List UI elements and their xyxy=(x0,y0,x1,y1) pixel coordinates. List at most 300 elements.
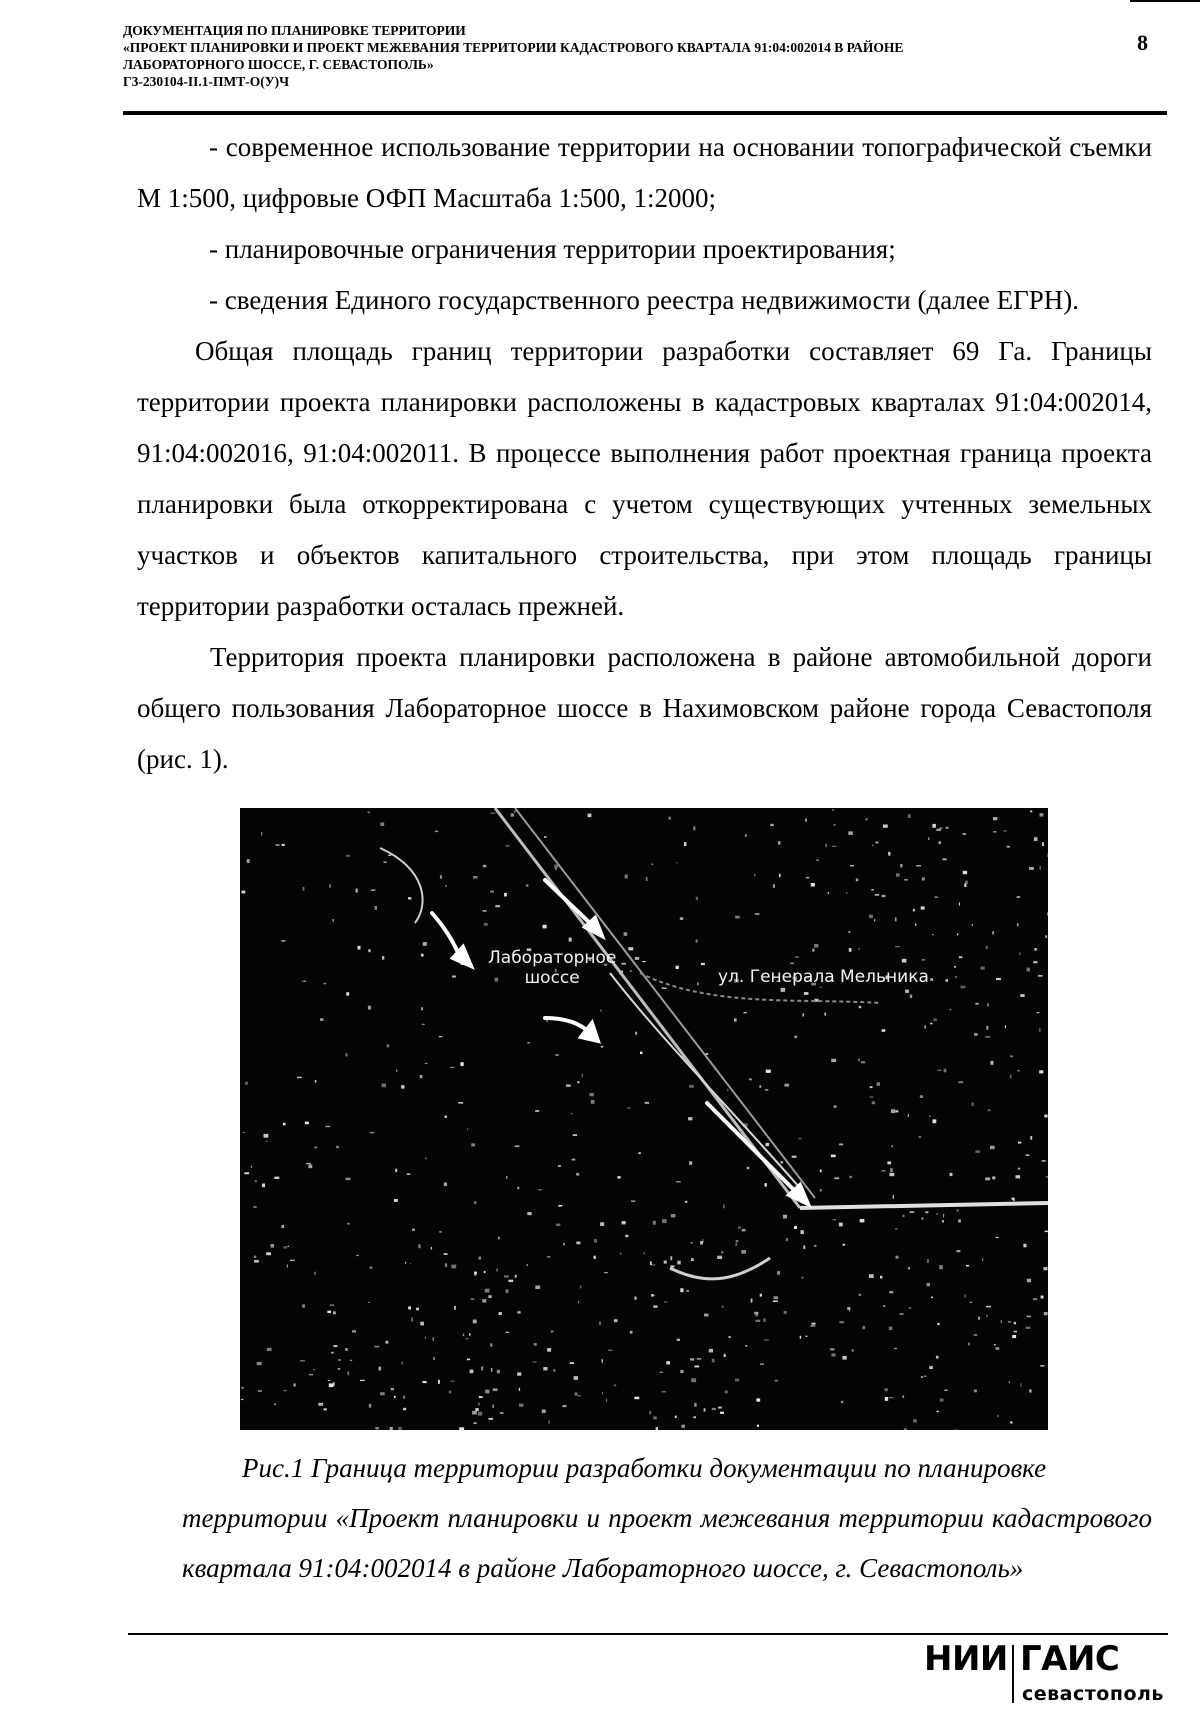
map-speckle xyxy=(831,1059,836,1062)
map-speckle xyxy=(875,894,879,896)
map-speckle xyxy=(900,864,902,867)
map-speckle xyxy=(370,1267,373,1269)
map-speckle xyxy=(1039,1070,1043,1073)
map-speckle xyxy=(965,1294,966,1297)
map-speckle xyxy=(474,1422,477,1424)
map-speckle xyxy=(390,1427,393,1430)
map-speckle xyxy=(350,1360,352,1361)
map-speckle xyxy=(440,875,442,879)
map-speckle xyxy=(242,1132,245,1133)
map-speckle xyxy=(547,1348,551,1352)
map-speckle xyxy=(929,1366,933,1369)
map-speckle xyxy=(970,1302,973,1303)
map-speckle xyxy=(925,1211,928,1213)
map-speckle xyxy=(936,1356,939,1359)
map-speckle xyxy=(470,1370,474,1374)
map-speckle xyxy=(283,1246,287,1248)
map-speckle xyxy=(1047,912,1048,915)
map-speckle xyxy=(474,1273,476,1276)
map-speckle xyxy=(348,1372,350,1376)
map-speckle xyxy=(433,1337,434,1341)
map-speckle xyxy=(891,1109,895,1113)
map-speckle xyxy=(833,1219,837,1220)
map-speckle xyxy=(1044,1312,1048,1315)
map-speckle xyxy=(800,1336,801,1339)
map-speckle xyxy=(839,1223,843,1227)
map-speckle xyxy=(368,1006,371,1010)
map-speckle xyxy=(839,1144,843,1146)
map-speckle xyxy=(723,1204,724,1208)
map-speckle xyxy=(841,1401,843,1403)
map-speckle xyxy=(843,1244,845,1246)
body-text xyxy=(137,122,1152,785)
map-speckle xyxy=(438,1380,440,1384)
map-speckle xyxy=(908,814,911,818)
map-speckle xyxy=(913,1419,917,1422)
map-speckle xyxy=(988,1109,991,1111)
map-speckle xyxy=(1016,1175,1021,1178)
map-speckle xyxy=(653,1305,657,1307)
map-speckle xyxy=(1043,1267,1047,1270)
map-speckle xyxy=(993,831,996,833)
map-speckle xyxy=(542,1409,546,1413)
map-speckle xyxy=(696,939,698,943)
map-speckle xyxy=(937,1323,939,1325)
map-speckle xyxy=(721,1251,723,1253)
map-speckle xyxy=(920,1095,923,1098)
map-speckle xyxy=(795,957,799,958)
map-speckle xyxy=(622,1221,626,1224)
map-speckle xyxy=(880,1276,882,1279)
map-speckle xyxy=(1010,1075,1012,1079)
map-speckle xyxy=(972,924,973,926)
map-speckle xyxy=(481,1367,483,1371)
map-speckle xyxy=(275,844,279,846)
map-speckle xyxy=(894,1348,897,1349)
map-speckle xyxy=(576,1242,580,1245)
map-speckle xyxy=(644,1252,645,1254)
map-speckle xyxy=(825,1013,827,1016)
map-speckle xyxy=(328,1380,330,1381)
map-speckle xyxy=(242,891,246,894)
map-speckle xyxy=(895,918,897,922)
map-speckle xyxy=(662,988,667,989)
map-speckle xyxy=(958,1219,961,1222)
map-speckle xyxy=(1018,1168,1021,1170)
map-speckle xyxy=(1045,1231,1048,1233)
map-speckle xyxy=(861,1061,865,1063)
map-speckle xyxy=(635,957,639,960)
map-speckle xyxy=(1008,1321,1011,1323)
map-speckle xyxy=(937,1070,941,1072)
map-speckle xyxy=(402,1362,403,1365)
map-speckle xyxy=(320,1018,323,1021)
map-speckle xyxy=(939,841,941,844)
map-speckle xyxy=(816,860,819,861)
map-speckle xyxy=(554,865,558,869)
map-speckle xyxy=(408,1306,411,1309)
map-speckle xyxy=(656,1427,658,1430)
map-speckle xyxy=(801,1230,804,1234)
map-speckle xyxy=(423,942,427,946)
map-speckle xyxy=(773,1301,778,1303)
map-speckle xyxy=(519,1388,520,1391)
map-speckle xyxy=(856,879,859,882)
map-speckle xyxy=(986,1315,987,1318)
map-speckle xyxy=(946,827,949,829)
map-speckle xyxy=(368,949,370,952)
map-speckle xyxy=(527,1264,528,1265)
map-speckle xyxy=(483,910,487,911)
map-speckle xyxy=(600,1222,604,1226)
map-speckle xyxy=(850,865,854,867)
map-speckle xyxy=(814,1245,816,1247)
map-speckle xyxy=(482,1299,486,1303)
map-speckle xyxy=(506,845,510,847)
map-speckle xyxy=(803,1013,805,1016)
map-speckle xyxy=(308,1165,312,1169)
map-speckle xyxy=(294,1383,296,1386)
road-label-line-2: шоссе xyxy=(524,968,580,988)
map-speckle xyxy=(599,1322,600,1326)
map-speckle xyxy=(1014,1322,1016,1325)
map-speckle xyxy=(930,978,933,981)
map-speckle xyxy=(500,1412,504,1414)
map-speckle xyxy=(846,892,847,894)
map-speckle xyxy=(704,1314,709,1317)
map-speckle xyxy=(630,1331,633,1334)
map-speckle xyxy=(578,1395,581,1396)
map-speckle xyxy=(606,1399,607,1403)
map-speckle xyxy=(927,1259,928,1263)
map-speckle xyxy=(518,1311,521,1313)
map-speckle xyxy=(913,909,915,912)
header-line-2: «ПРОЕКТ ПЛАНИРОВКИ И ПРОЕКТ МЕЖЕВАНИЯ ТЕРРИТОРИИ КАДАСТРОВОГО КВАРТАЛА 91:04:002014 В РАЙОНЕ xyxy=(123,40,904,55)
map-speckle xyxy=(444,1183,447,1187)
map-speckle xyxy=(346,1053,348,1056)
map-speckle xyxy=(760,1294,762,1297)
map-speckle xyxy=(306,1163,311,1164)
map-speckle xyxy=(600,1010,602,1012)
street-label: ул. Генерала Мельника xyxy=(718,967,929,987)
map-speckle xyxy=(765,1089,768,1091)
map-speckle xyxy=(653,1416,656,1419)
map-speckle xyxy=(504,1275,509,1278)
map-speckle xyxy=(578,1301,579,1303)
map-speckle xyxy=(569,938,572,942)
map-speckle xyxy=(717,1256,722,1259)
paragraph-3: - сведения Единого государственного реестра недвижимости (далее ЕГРН). xyxy=(209,285,1079,315)
map-speckle xyxy=(551,1331,554,1333)
map-speckle xyxy=(744,1012,747,1014)
map-speckle xyxy=(924,1376,926,1377)
map-speckle xyxy=(254,1256,256,1258)
map-speckle xyxy=(555,868,557,869)
map-speckle xyxy=(756,1320,761,1322)
map-speckle xyxy=(245,1082,248,1085)
aerial-map-image xyxy=(240,808,1048,1430)
map-speckle xyxy=(506,1176,507,1179)
map-speckle xyxy=(935,897,938,898)
map-speckle xyxy=(327,1311,331,1313)
map-speckle xyxy=(420,1322,424,1326)
map-speckle xyxy=(324,983,327,984)
map-speckle xyxy=(888,852,890,856)
map-speckle xyxy=(996,1237,999,1238)
map-speckle xyxy=(471,1299,475,1300)
map-speckle xyxy=(421,1007,422,1010)
map-speckle xyxy=(662,1219,667,1223)
map-speckle xyxy=(416,1308,419,1311)
map-speckle xyxy=(693,826,695,830)
map-speckle xyxy=(820,1170,822,1173)
map-speckle xyxy=(485,1390,489,1394)
map-speckle xyxy=(538,1189,541,1190)
map-speckle xyxy=(421,954,423,957)
map-speckle xyxy=(396,1070,397,1072)
map-speckle xyxy=(870,1086,873,1088)
map-speckle xyxy=(736,1240,739,1242)
map-speckle xyxy=(900,1313,904,1314)
map-speckle xyxy=(982,1258,983,1261)
map-speckle xyxy=(811,883,815,887)
map-speckle xyxy=(985,1036,990,1038)
map-speckle xyxy=(313,1369,315,1371)
map-speckle xyxy=(832,846,836,847)
map-speckle xyxy=(680,917,683,920)
map-speckle xyxy=(454,1306,456,1310)
map-speckle xyxy=(331,1352,333,1354)
map-speckle xyxy=(345,1348,348,1351)
map-speckle xyxy=(380,1392,385,1395)
map-speckle xyxy=(325,1126,330,1127)
map-speckle xyxy=(547,1256,551,1257)
map-speckle xyxy=(950,1009,951,1010)
map-speckle xyxy=(1039,1028,1041,1032)
map-speckle xyxy=(954,966,956,968)
map-speckle xyxy=(1005,1025,1006,1028)
map-speckle xyxy=(975,1150,980,1153)
map-speckle xyxy=(493,1388,498,1391)
page-number: 8 xyxy=(1137,30,1148,55)
map-speckle xyxy=(408,897,411,899)
map-speckle xyxy=(475,1408,479,1411)
map-speckle xyxy=(974,1033,978,1035)
map-speckle xyxy=(1030,811,1032,813)
map-speckle xyxy=(871,889,874,890)
map-speckle xyxy=(425,1158,427,1160)
map-speckle xyxy=(506,1289,509,1293)
map-speckle xyxy=(959,956,963,958)
map-speckle xyxy=(491,1368,493,1372)
map-speckle xyxy=(691,1242,693,1244)
map-speckle xyxy=(877,1082,880,1085)
map-speckle xyxy=(266,1252,271,1255)
map-speckle xyxy=(434,1357,435,1360)
map-speckle xyxy=(908,1267,910,1269)
map-speckle xyxy=(738,1227,741,1229)
map-speckle xyxy=(418,1244,421,1248)
map-speckle xyxy=(834,1177,839,1179)
map-speckle xyxy=(412,1318,413,1322)
map-speckle xyxy=(872,1101,875,1104)
map-speckle xyxy=(412,1229,415,1231)
map-speckle xyxy=(760,1364,764,1365)
map-speckle xyxy=(803,1246,805,1250)
map-speckle xyxy=(356,889,358,893)
map-speckle xyxy=(893,1195,894,1199)
map-speckle xyxy=(282,1225,285,1228)
map-speckle xyxy=(425,1337,426,1338)
map-speckle xyxy=(921,906,925,909)
map-speckle xyxy=(885,1388,888,1391)
map-speckle xyxy=(909,1307,912,1309)
map-speckle xyxy=(759,1085,761,1087)
map-speckle xyxy=(811,1325,816,1327)
map-speckle xyxy=(924,1025,926,1028)
map-speckle xyxy=(839,1321,844,1323)
map-speckle xyxy=(1001,1320,1002,1323)
map-speckle xyxy=(347,1223,349,1225)
map-speckle xyxy=(490,891,494,893)
map-speckle xyxy=(266,1141,267,1142)
map-speckle xyxy=(937,1411,939,1412)
map-speckle xyxy=(631,1201,635,1202)
map-speckle xyxy=(896,1256,899,1259)
map-speckle xyxy=(1035,948,1037,951)
map-speckle xyxy=(704,1408,706,1411)
map-speckle xyxy=(676,1181,681,1183)
map-speckle xyxy=(916,865,921,866)
map-speckle xyxy=(881,1170,885,1171)
map-speckle xyxy=(544,836,547,837)
map-speckle xyxy=(1013,1331,1017,1333)
map-speckle xyxy=(318,1403,323,1406)
map-speckle xyxy=(963,871,967,874)
map-speckle xyxy=(786,1238,788,1241)
map-speckle xyxy=(697,1358,701,1359)
map-speckle xyxy=(1009,1381,1010,1382)
map-speckle xyxy=(994,1344,996,1345)
map-speckle xyxy=(942,1220,944,1222)
map-speckle xyxy=(251,1166,252,1168)
map-speckle xyxy=(863,1326,866,1329)
map-speckle xyxy=(859,1294,861,1296)
map-speckle xyxy=(1010,1422,1012,1424)
map-speckle xyxy=(903,1215,905,1217)
map-speckle xyxy=(407,1173,411,1175)
map-speckle xyxy=(834,1106,837,1108)
map-speckle xyxy=(775,1380,778,1382)
logo-city: севастополь xyxy=(1022,1683,1164,1705)
map-speckle xyxy=(314,1147,317,1149)
map-speckle xyxy=(944,1069,947,1073)
map-speckle xyxy=(1027,968,1030,972)
map-speckle xyxy=(889,1291,893,1293)
map-speckle xyxy=(338,1359,341,1360)
map-speckle xyxy=(302,1304,305,1307)
map-speckle xyxy=(444,1253,448,1255)
map-speckle xyxy=(830,1348,835,1350)
map-speckle xyxy=(645,1102,649,1104)
map-speckle xyxy=(391,1388,394,1390)
map-speckle xyxy=(479,1396,483,1398)
map-speckle xyxy=(439,1231,442,1233)
map-speckle xyxy=(922,877,925,880)
map-speckle xyxy=(956,1250,960,1252)
map-speckle xyxy=(712,1359,715,1363)
map-speckle xyxy=(255,1180,257,1182)
map-speckle xyxy=(747,1167,750,1169)
map-speckle xyxy=(852,1349,854,1351)
map-speckle xyxy=(445,1116,448,1119)
map-speckle xyxy=(582,1074,583,1078)
map-speckle xyxy=(471,1143,475,1146)
map-speckle xyxy=(566,1085,571,1087)
map-speckle xyxy=(287,1265,288,1268)
map-speckle xyxy=(992,1176,995,1179)
map-speckle xyxy=(812,949,814,952)
map-speckle xyxy=(729,1336,731,1338)
map-speckle xyxy=(933,1019,936,1021)
map-speckle xyxy=(608,1350,613,1351)
map-speckle xyxy=(826,844,827,848)
map-speckle xyxy=(921,1376,923,1378)
map-speckle xyxy=(640,1052,643,1055)
map-speckle xyxy=(968,1343,970,1346)
map-speckle xyxy=(431,1247,432,1249)
map-speckle xyxy=(964,883,966,887)
map-speckle xyxy=(602,1392,603,1395)
map-speckle xyxy=(664,1301,667,1302)
map-speckle xyxy=(526,884,529,887)
map-speckle xyxy=(425,1063,428,1064)
curve-road xyxy=(380,848,423,923)
map-speckle xyxy=(258,1390,262,1391)
map-speckle xyxy=(604,1272,608,1273)
top-edge-mark xyxy=(1130,0,1200,2)
map-speckle xyxy=(993,817,997,820)
footer-divider xyxy=(128,1633,1168,1635)
map-speckle xyxy=(394,1199,398,1202)
map-speckle xyxy=(639,1152,641,1154)
map-speckle xyxy=(784,1311,787,1314)
map-speckle xyxy=(498,1237,499,1240)
map-speckle xyxy=(849,948,852,952)
map-speckle xyxy=(553,1369,556,1372)
paragraph-4: Общая площадь границ территории разработки составляет 69 Га. Границы территории проекта планировки расположены в кадастровых кварталах 91:04:002014, 91:04:002016, 91:04:002011. В процессе выполнения работ проектная граница проекта планировки была откорректирована с учетом существующих учтенных земельных участков и объектов капитального строительства, при этом площадь границы территории разработки осталась прежней. xyxy=(137,336,1152,621)
map-speckle xyxy=(677,1339,680,1341)
map-speckle xyxy=(946,979,948,981)
map-speckle xyxy=(484,923,488,926)
map-speckle xyxy=(352,1330,356,1332)
map-speckle xyxy=(959,902,960,905)
map-speckle xyxy=(563,1243,565,1245)
map-speckle xyxy=(1037,1012,1040,1013)
map-speckle xyxy=(375,906,377,910)
map-speckle xyxy=(368,1302,369,1303)
map-speckle xyxy=(652,864,653,865)
map-speckle xyxy=(315,1080,317,1082)
map-speckle xyxy=(422,1024,425,1025)
map-speckle xyxy=(398,1427,401,1430)
map-speckle xyxy=(820,1189,822,1192)
map-speckle xyxy=(558,1205,562,1207)
map-speckle xyxy=(693,1416,696,1418)
map-speckle xyxy=(688,1117,692,1120)
map-speckle xyxy=(904,1428,907,1430)
map-speckle xyxy=(812,1323,816,1325)
